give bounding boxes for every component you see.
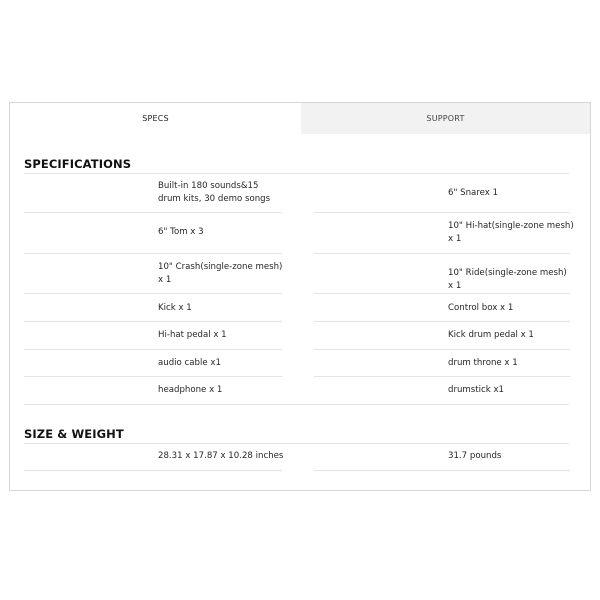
section-divider — [24, 173, 569, 174]
row-divider — [24, 470, 282, 471]
row-divider — [24, 376, 282, 377]
weight-cell: 31.7 pounds — [448, 451, 502, 461]
spec-cell: 6" Tom x 3 — [158, 227, 204, 237]
product-details-panel — [9, 102, 591, 491]
spec-cell: 10" Hi-hat(single-zone mesh) x 1 — [448, 221, 574, 244]
tab-bar — [10, 103, 590, 134]
spec-cell: Built-in 180 sounds&15 drum kits, 30 demo songs — [158, 181, 271, 204]
spec-cell: drum throne x 1 — [448, 358, 518, 368]
section-divider — [24, 443, 569, 444]
row-divider — [24, 404, 569, 405]
spec-cell: 10" Crash(single-zone mesh) x 1 — [158, 262, 283, 285]
row-divider — [314, 470, 570, 471]
row-divider — [24, 321, 282, 322]
spec-cell: Kick x 1 — [158, 303, 192, 313]
spec-cell: headphone x 1 — [158, 385, 223, 395]
row-divider — [314, 253, 570, 254]
spec-cell: Control box x 1 — [448, 303, 514, 313]
spec-cell: drumstick x1 — [448, 385, 505, 395]
size-weight-heading: SIZE & WEIGHT — [24, 427, 124, 441]
row-divider — [24, 293, 282, 294]
row-divider — [24, 349, 282, 350]
specifications-heading: SPECIFICATIONS — [24, 157, 132, 171]
spec-cell: Kick drum pedal x 1 — [448, 330, 534, 340]
row-divider — [314, 376, 570, 377]
row-divider — [314, 293, 570, 294]
tab-support[interactable]: SUPPORT — [301, 103, 590, 134]
row-divider — [314, 349, 570, 350]
row-divider — [314, 212, 570, 213]
tab-specs[interactable]: SPECS — [10, 103, 301, 134]
spec-cell: Hi-hat pedal x 1 — [158, 330, 227, 340]
spec-cell: audio cable x1 — [158, 358, 221, 368]
spec-cell: 6" Snarex 1 — [448, 188, 499, 198]
size-cell: 28.31 x 17.87 x 10.28 inches — [158, 451, 284, 461]
row-divider — [24, 212, 282, 213]
row-divider — [314, 321, 570, 322]
row-divider — [24, 253, 282, 254]
spec-cell: 10" Ride(single-zone mesh) x 1 — [448, 268, 567, 291]
